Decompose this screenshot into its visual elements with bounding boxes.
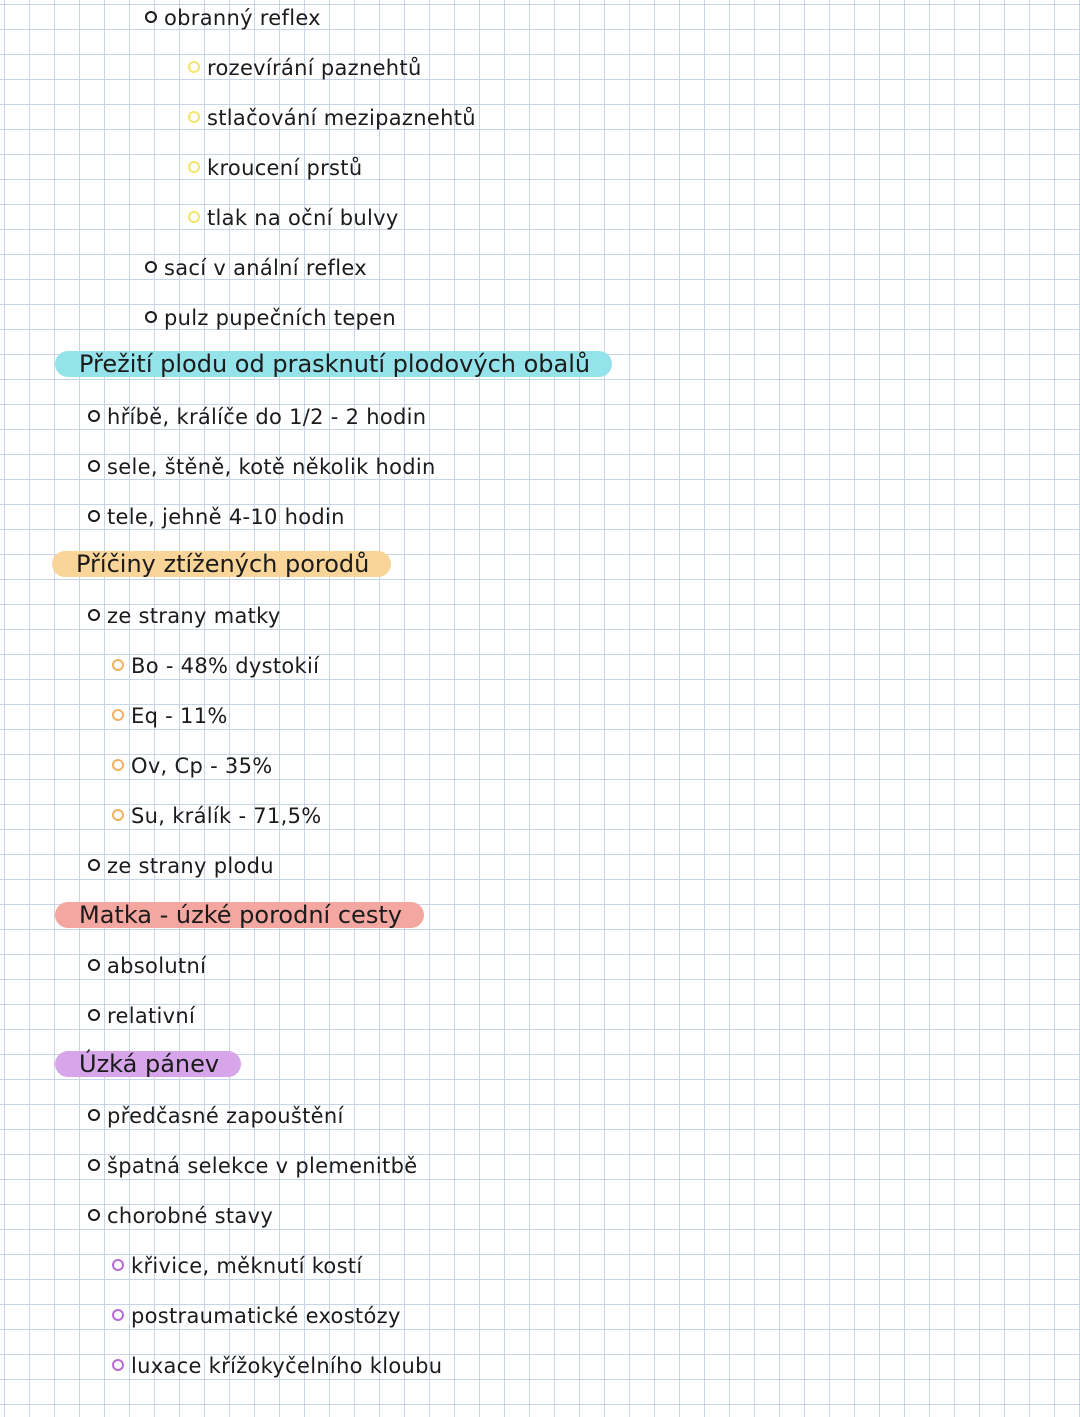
list-item	[88, 601, 281, 631]
bullet-icon	[88, 1209, 100, 1221]
list-item	[88, 1151, 417, 1181]
item-text: předčasné zapouštění	[107, 1104, 344, 1128]
item-text: absolutní	[107, 954, 207, 978]
bullet-icon	[145, 11, 157, 23]
list-item	[88, 1101, 344, 1131]
bullet-icon	[88, 959, 100, 971]
bullet-icon	[88, 410, 100, 422]
list-item	[88, 1001, 195, 1031]
list-item	[112, 751, 273, 781]
item-text: tlak na oční bulvy	[207, 206, 399, 230]
item-text: stlačování mezipaznehtů	[207, 106, 476, 130]
bullet-icon	[112, 709, 124, 721]
item-text: obranný reflex	[164, 6, 321, 30]
bullet-icon	[112, 1359, 124, 1371]
section-heading-narrow-canal: Matka - úzké porodní cesty	[55, 902, 424, 928]
item-text: Bo - 48% dystokií	[131, 654, 320, 678]
list-item	[112, 1351, 442, 1381]
list-item	[112, 651, 319, 681]
list-item	[112, 1301, 401, 1331]
bullet-icon	[188, 111, 200, 123]
list-item	[88, 502, 345, 532]
item-text: kroucení prstů	[207, 156, 363, 180]
bullet-icon	[112, 1259, 124, 1271]
list-item	[112, 801, 322, 831]
item-text: luxace křížokyčelního kloubu	[131, 1354, 443, 1378]
bullet-icon	[188, 161, 200, 173]
item-text: křivice, měknutí kostí	[131, 1254, 363, 1278]
item-text: sací v anální reflex	[164, 256, 367, 280]
bullet-icon	[88, 609, 100, 621]
list-item	[88, 851, 274, 881]
bullet-icon	[112, 1309, 124, 1321]
bullet-icon	[112, 659, 124, 671]
list-item	[112, 701, 228, 731]
bullet-icon	[188, 61, 200, 73]
list-item	[188, 153, 362, 183]
bullet-icon	[188, 211, 200, 223]
bullet-icon	[145, 311, 157, 323]
bullet-icon	[88, 510, 100, 522]
list-item	[112, 1251, 362, 1281]
section-heading-narrow-pelvis: Úzká pánev	[55, 1051, 241, 1077]
item-text: pulz pupečních tepen	[164, 306, 396, 330]
list-item	[145, 3, 321, 33]
list-item	[88, 402, 426, 432]
list-item	[188, 203, 399, 233]
bullet-icon	[112, 809, 124, 821]
item-text: tele, jehně 4-10 hodin	[107, 505, 345, 529]
item-text: relativní	[107, 1004, 196, 1028]
item-text: špatná selekce v plemenitbě	[107, 1154, 418, 1178]
item-text: Ov, Cp - 35%	[131, 754, 273, 778]
item-text: Eq - 11%	[131, 704, 228, 728]
list-item	[145, 253, 367, 283]
bullet-icon	[145, 261, 157, 273]
list-item	[188, 103, 476, 133]
item-text: chorobné stavy	[107, 1204, 274, 1228]
bullet-icon	[88, 460, 100, 472]
bullet-icon	[88, 1159, 100, 1171]
item-text: rozevírání paznehtů	[207, 56, 422, 80]
bullet-icon	[88, 1009, 100, 1021]
list-item	[88, 452, 436, 482]
bullet-icon	[88, 1109, 100, 1121]
list-item	[88, 1201, 273, 1231]
list-item	[188, 53, 422, 83]
bullet-icon	[88, 859, 100, 871]
item-text: ze strany matky	[107, 604, 281, 628]
item-text: sele, štěně, kotě několik hodin	[107, 455, 436, 479]
section-heading-causes: Příčiny ztížených porodů	[52, 551, 391, 577]
list-item	[145, 303, 396, 333]
item-text: ze strany plodu	[107, 854, 274, 878]
bullet-icon	[112, 759, 124, 771]
item-text: hříbě, králíče do 1/2 - 2 hodin	[107, 405, 427, 429]
list-item	[88, 951, 206, 981]
section-heading-survival: Přežití plodu od prasknutí plodových obalů	[55, 351, 612, 377]
item-text: Su, králík - 71,5%	[131, 804, 322, 828]
item-text: postraumatické exostózy	[131, 1304, 401, 1328]
